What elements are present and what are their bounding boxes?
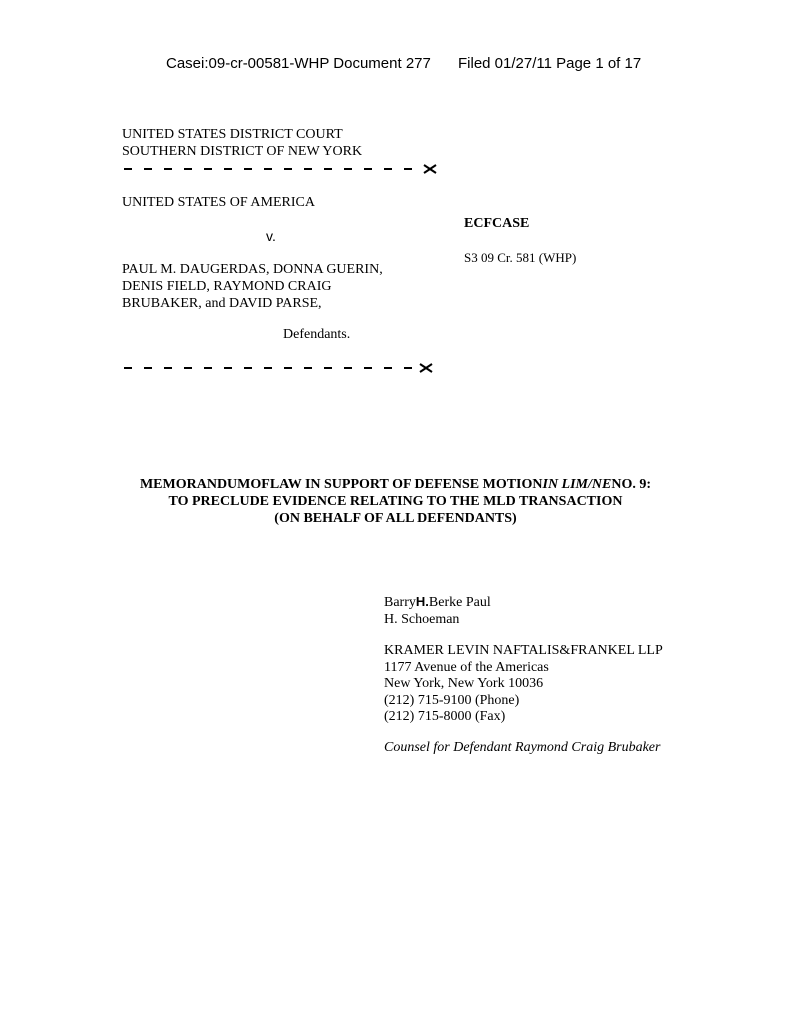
court-line-2: SOUTHERN DISTRICT OF NEW YORK (122, 144, 363, 159)
attorney-line-1: BarryH.Berke Paul (384, 594, 491, 610)
court-line-1: UNITED STATES DISTRICT COURT (122, 127, 343, 142)
defendants-line-3: BRUBAKER, and DAVID PARSE, (122, 296, 322, 311)
counsel-role: Counsel for Defendant Raymond Craig Brubaker (384, 740, 661, 755)
title-line-1: MEMORANDUMOFLAW IN SUPPORT OF DEFENSE MOTIONIN LIM/NENO. 9: (139, 477, 652, 492)
defendants-line-2: DENIS FIELD, RAYMOND CRAIG (122, 279, 332, 294)
firm-fax: (212) 715-8000 (Fax) (384, 709, 506, 724)
defendants-line-1: PAUL M. DAUGERDAS, DONNA GUERIN, (122, 262, 383, 277)
title-line-2: TO PRECLUDE EVIDENCE RELATING TO THE MLD TRANSACTION (168, 494, 623, 509)
case-header: Casei:09-cr-00581-WHP Document 277 (166, 55, 431, 72)
caption-separator-bottom (122, 362, 440, 374)
attorney-names (384, 594, 491, 628)
firm-phone: (212) 715-9100 (Phone) (384, 692, 520, 708)
defendants-label: Defendants. (283, 327, 351, 342)
title-line-3: (ON BEHALF OF ALL DEFENDANTS) (274, 511, 517, 526)
case-number: S3 09 Cr. 581 (WHP) (464, 250, 577, 265)
plaintiff-name: UNITED STATES OF AMERICA (122, 195, 315, 210)
firm-address (384, 643, 663, 726)
firm-address-line-2: New York, New York 10036 (384, 676, 544, 691)
ecf-case-label: ECFCASE (464, 216, 530, 231)
firm-address-line-1: 1177 Avenue of the Americas (384, 659, 549, 675)
defendants-names (122, 261, 383, 312)
court-name (122, 126, 362, 160)
document-title (0, 476, 791, 527)
caption-separator-top (122, 163, 440, 175)
firm-name: KRAMER LEVIN NAFTALIS&FRANKEL LLP (384, 643, 663, 658)
versus-label: v. (266, 228, 276, 244)
attorney-line-2: H. Schoeman (384, 611, 460, 627)
filed-header: Filed 01/27/11 Page 1 of 17 (458, 55, 642, 72)
